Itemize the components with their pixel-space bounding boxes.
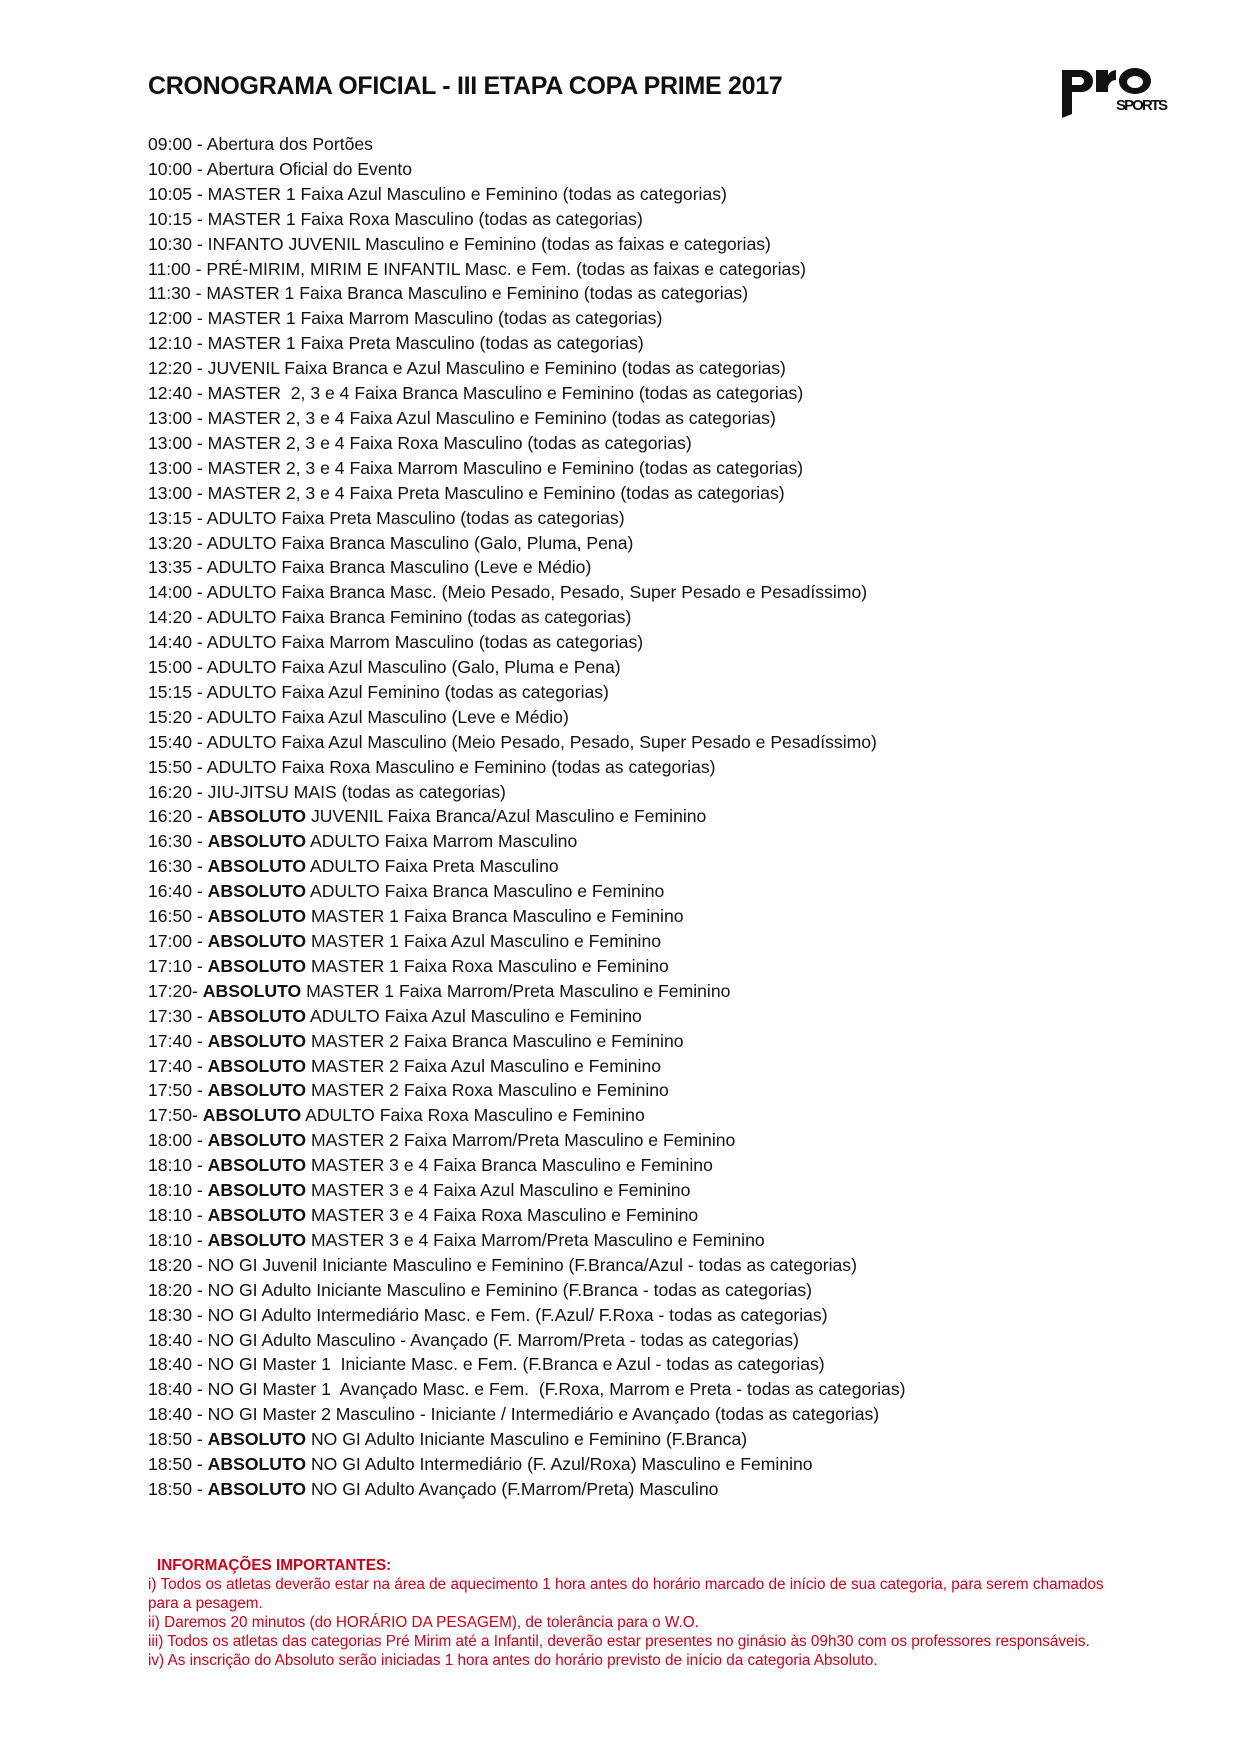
schedule-item <box>148 1153 906 1178</box>
schedule-item <box>148 331 906 356</box>
schedule-item <box>148 1228 906 1253</box>
schedule-list <box>148 132 906 1502</box>
schedule-item <box>148 1128 906 1153</box>
schedule-item <box>148 755 906 780</box>
schedule-item-rest: JUVENIL Faixa Branca e Azul Masculino e Feminino (todas as categorias) <box>207 358 786 379</box>
schedule-item <box>148 456 906 481</box>
schedule-item-rest: ADULTO Faixa Branca Masculino e Feminino <box>306 881 665 902</box>
schedule-item <box>148 406 906 431</box>
schedule-item <box>148 431 906 456</box>
schedule-item-rest: NO GI Adulto Iniciante Masculino e Feminino (F.Branca) <box>306 1429 748 1450</box>
schedule-item-prefix: 13:15 - <box>148 507 207 528</box>
schedule-item <box>148 157 906 182</box>
schedule-item-rest: ADULTO Faixa Preta Masculino <box>306 856 559 877</box>
schedule-item <box>148 780 906 805</box>
info-item: iv) As inscrição do Absoluto serão iniciadas 1 hora antes do horário previsto de início da categoria Absoluto. <box>148 1652 878 1669</box>
schedule-item <box>148 182 906 207</box>
schedule-item <box>148 1178 906 1203</box>
schedule-item <box>148 929 906 954</box>
schedule-item-prefix: 18:10 - <box>148 1155 208 1176</box>
schedule-item <box>148 1402 906 1427</box>
schedule-item-rest: ADULTO Faixa Azul Masculino (Leve e Médio) <box>206 706 569 727</box>
schedule-item <box>148 1054 906 1079</box>
schedule-item-prefix: 15:20 - <box>148 706 207 727</box>
schedule-item <box>148 531 906 556</box>
schedule-item <box>148 257 906 282</box>
schedule-item <box>148 555 906 580</box>
schedule-item-rest: MASTER 1 Faixa Azul Masculino e Feminino (todas as categorias) <box>207 183 727 204</box>
schedule-item <box>148 854 906 879</box>
schedule-item-bold: ABSOLUTO <box>207 1180 307 1201</box>
schedule-item-prefix: 18:20 - <box>148 1254 208 1275</box>
schedule-item-prefix: 14:00 - <box>148 582 207 603</box>
schedule-item-prefix: 17:20- <box>148 980 203 1001</box>
schedule-item-bold: ABSOLUTO <box>207 1005 307 1026</box>
schedule-item <box>148 281 906 306</box>
schedule-item-rest: MASTER 2 Faixa Roxa Masculino e Feminino <box>306 1080 669 1101</box>
schedule-item-bold: ABSOLUTO <box>207 881 307 902</box>
info-item: i) Todos os atletas deverão estar na área de aquecimento 1 hora antes do horário marcado de início de sua categoria, para serem chamados para a pesagem. <box>148 1576 1104 1612</box>
schedule-item-rest: MASTER 2 Faixa Branca Masculino e Feminino <box>306 1030 684 1051</box>
schedule-item-bold: ABSOLUTO <box>207 1229 307 1250</box>
schedule-item-bold: ABSOLUTO <box>207 1030 307 1051</box>
schedule-item-bold: ABSOLUTO <box>207 906 307 927</box>
page-title: CRONOGRAMA OFICIAL - III ETAPA COPA PRIME 2017 <box>148 72 783 100</box>
schedule-item-bold: ABSOLUTO <box>207 1155 307 1176</box>
schedule-item-prefix: 18:20 - <box>148 1279 208 1300</box>
schedule-item-prefix: 17:50- <box>148 1105 203 1126</box>
schedule-item-prefix: 18:50 - <box>148 1454 208 1475</box>
schedule-item <box>148 1103 906 1128</box>
pro-sports-logo <box>1060 60 1175 118</box>
schedule-item-rest: MASTER 1 Faixa Roxa Masculino (todas as categorias) <box>207 208 643 229</box>
schedule-item <box>148 481 906 506</box>
schedule-item-bold: ABSOLUTO <box>207 1429 307 1450</box>
schedule-item <box>148 1253 906 1278</box>
schedule-item-prefix: 18:40 - <box>148 1404 208 1425</box>
schedule-item-rest: MASTER 1 Faixa Roxa Masculino e Feminino <box>306 955 669 976</box>
schedule-item-prefix: 13:00 - <box>148 482 208 503</box>
schedule-item-prefix: 18:10 - <box>148 1204 208 1225</box>
info-item: iii) Todos os atletas das categorias Pré Mirim até a Infantil, deverão estar presentes no ginásio às 09h30 com os professores responsáveis. <box>148 1633 1090 1650</box>
schedule-item-rest: MASTER 1 Faixa Azul Masculino e Feminino <box>306 931 662 951</box>
schedule-item <box>148 904 906 929</box>
schedule-item <box>148 207 906 232</box>
schedule-item <box>148 1278 906 1303</box>
schedule-item-rest: MASTER 2 Faixa Marrom/Preta Masculino e Feminino <box>306 1130 736 1151</box>
schedule-item-prefix: 10:05 - <box>148 183 208 204</box>
schedule-item <box>148 1452 906 1477</box>
schedule-item-rest: NO GI Master 1 Iniciante Masc. e Fem. (F.Branca e Azul - todas as categorias) <box>207 1354 825 1375</box>
schedule-item-prefix: 16:20 - <box>148 806 208 827</box>
schedule-item-prefix: 10:15 - <box>148 208 208 229</box>
schedule-item <box>148 506 906 531</box>
schedule-item-bold: ABSOLUTO <box>207 1478 307 1499</box>
schedule-item <box>148 132 906 157</box>
schedule-item <box>148 306 906 331</box>
schedule-item-prefix: 10:00 - <box>148 158 207 179</box>
schedule-item-bold: ABSOLUTO <box>207 856 307 877</box>
schedule-item-rest: ADULTO Faixa Marrom Masculino <box>306 831 578 852</box>
schedule-item-rest: NO GI Master 2 Masculino - Iniciante / Intermediário e Avançado (todas as categorias) <box>207 1404 880 1425</box>
schedule-item <box>148 1377 906 1402</box>
schedule-item-prefix: 17:50 - <box>148 1080 208 1101</box>
schedule-item-rest: ADULTO Faixa Branca Masculino (Leve e Médio) <box>206 557 592 578</box>
schedule-item-prefix: 16:30 - <box>148 856 208 877</box>
schedule-item-rest: NO GI Juvenil Iniciante Masculino e Feminino (F.Branca/Azul - todas as categorias) <box>207 1254 857 1275</box>
schedule-item-prefix: 18:40 - <box>148 1379 208 1400</box>
schedule-item-prefix: 14:40 - <box>148 632 207 653</box>
schedule-item <box>148 630 906 655</box>
schedule-item-prefix: 11:00 - <box>148 258 207 279</box>
schedule-item-prefix: 12:20 - <box>148 358 208 379</box>
schedule-item-rest: MASTER 2, 3 e 4 Faixa Branca Masculino e Feminino (todas as categorias) <box>207 383 804 404</box>
schedule-item <box>148 1477 906 1502</box>
schedule-item-prefix: 17:40 - <box>148 1030 208 1051</box>
schedule-item-prefix: 16:20 - <box>148 781 208 802</box>
schedule-item-prefix: 18:50 - <box>148 1429 208 1450</box>
schedule-item-prefix: 13:20 - <box>148 532 207 553</box>
schedule-item-bold: ABSOLUTO <box>207 1080 307 1101</box>
schedule-item-rest: NO GI Adulto Masculino - Avançado (F. Marrom/Preta - todas as categorias) <box>207 1329 799 1350</box>
schedule-item-bold: ABSOLUTO <box>207 1130 307 1151</box>
schedule-item-rest: Abertura Oficial do Evento <box>206 158 413 179</box>
schedule-item <box>148 705 906 730</box>
schedule-item-rest: INFANTO JUVENIL Masculino e Feminino (todas as faixas e categorias) <box>207 233 771 254</box>
schedule-item <box>148 804 906 829</box>
schedule-item-rest: NO GI Adulto Intermediário Masc. e Fem. (F.Azul/ F.Roxa - todas as categorias) <box>207 1304 828 1325</box>
schedule-item-rest: MASTER 2, 3 e 4 Faixa Preta Masculino e Feminino (todas as categorias) <box>207 482 785 503</box>
schedule-item <box>148 1427 906 1452</box>
schedule-item <box>148 1029 906 1054</box>
schedule-item-rest: MASTER 3 e 4 Faixa Marrom/Preta Masculino e Feminino <box>306 1229 765 1250</box>
info-heading: INFORMAÇÕES IMPORTANTES: <box>157 1557 392 1574</box>
schedule-item-rest: MASTER 3 e 4 Faixa Roxa Masculino e Feminino <box>306 1204 699 1225</box>
schedule-item-rest: NO GI Adulto Avançado (F.Marrom/Preta) Masculino <box>306 1478 719 1499</box>
schedule-item-rest: MASTER 1 Faixa Preta Masculino (todas as categorias) <box>207 333 644 354</box>
schedule-item-rest: MASTER 1 Faixa Marrom Masculino (todas as categorias) <box>207 308 663 329</box>
schedule-item <box>148 1328 906 1353</box>
schedule-item-rest: JIU-JITSU MAIS (todas as categorias) <box>207 781 506 802</box>
schedule-item-rest: PRÉ-MIRIM, MIRIM E INFANTIL Masc. e Fem. (todas as faixas e categorias) <box>206 258 806 279</box>
schedule-item-rest: ADULTO Faixa Branca Masculino (Galo, Pluma, Pena) <box>206 532 634 553</box>
schedule-item-bold: ABSOLUTO <box>202 1105 302 1126</box>
schedule-item-bold: ABSOLUTO <box>207 1055 307 1076</box>
schedule-item-prefix: 18:40 - <box>148 1354 208 1375</box>
schedule-item-rest: NO GI Adulto Iniciante Masculino e Feminino (F.Branca - todas as categorias) <box>207 1279 813 1300</box>
schedule-item-rest: ADULTO Faixa Azul Masculino (Galo, Pluma e Pena) <box>206 657 621 678</box>
schedule-item-rest: MASTER 2 Faixa Azul Masculino e Feminino <box>306 1055 662 1076</box>
schedule-item <box>148 979 906 1004</box>
schedule-item-rest: ADULTO Faixa Preta Masculino (todas as categorias) <box>206 507 625 528</box>
schedule-item-prefix: 18:40 - <box>148 1329 208 1350</box>
schedule-item-bold: ABSOLUTO <box>207 1204 307 1225</box>
schedule-item-rest: Abertura dos Portões <box>206 134 373 154</box>
schedule-item-rest: MASTER 1 Faixa Marrom/Preta Masculino e Feminino <box>301 980 731 1001</box>
schedule-item-prefix: 17:00 - <box>148 931 208 951</box>
schedule-item <box>148 1352 906 1377</box>
schedule-item <box>148 680 906 705</box>
schedule-item-prefix: 15:50 - <box>148 756 207 777</box>
schedule-item-rest: ADULTO Faixa Branca Feminino (todas as categorias) <box>206 607 632 628</box>
schedule-item-rest: ADULTO Faixa Azul Feminino (todas as categorias) <box>206 681 609 702</box>
schedule-item-prefix: 13:35 - <box>148 557 207 578</box>
schedule-item-prefix: 15:00 - <box>148 657 207 678</box>
schedule-item-rest: MASTER 3 e 4 Faixa Branca Masculino e Feminino <box>306 1155 713 1176</box>
schedule-item-prefix: 14:20 - <box>148 607 207 628</box>
schedule-item-rest: ADULTO Faixa Branca Masc. (Meio Pesado, Pesado, Super Pesado e Pesadíssimo) <box>206 582 868 603</box>
schedule-item-bold: ABSOLUTO <box>207 1454 307 1475</box>
schedule-item-prefix: 12:00 - <box>148 308 208 329</box>
svg-text:SPORTS: SPORTS <box>1116 97 1168 114</box>
schedule-item-prefix: 18:30 - <box>148 1304 208 1325</box>
schedule-item-rest: ADULTO Faixa Marrom Masculino (todas as categorias) <box>206 632 644 653</box>
schedule-item <box>148 655 906 680</box>
schedule-item-prefix: 18:10 - <box>148 1180 208 1201</box>
schedule-item-rest: MASTER 2, 3 e 4 Faixa Marrom Masculino e Feminino (todas as categorias) <box>207 457 804 478</box>
schedule-item <box>148 1078 906 1103</box>
schedule-item-prefix: 12:10 - <box>148 333 208 354</box>
schedule-item-rest: MASTER 3 e 4 Faixa Azul Masculino e Feminino <box>306 1180 691 1201</box>
schedule-item <box>148 356 906 381</box>
schedule-item <box>148 580 906 605</box>
schedule-item <box>148 730 906 755</box>
info-item: ii) Daremos 20 minutos (do HORÁRIO DA PESAGEM), de tolerância para o W.O. <box>148 1614 699 1631</box>
schedule-item-prefix: 16:50 - <box>148 906 208 927</box>
schedule-item-prefix: 11:30 - <box>148 283 207 304</box>
schedule-item-rest: MASTER 1 Faixa Branca Masculino e Feminino <box>306 906 684 927</box>
schedule-item <box>148 381 906 406</box>
schedule-item-prefix: 13:00 - <box>148 407 208 428</box>
schedule-item-rest: NO GI Master 1 Avançado Masc. e Fem. (F.Roxa, Marrom e Preta - todas as categorias) <box>207 1379 906 1400</box>
schedule-item-bold: ABSOLUTO <box>207 931 307 951</box>
schedule-item-rest: MASTER 2, 3 e 4 Faixa Azul Masculino e Feminino (todas as categorias) <box>207 407 776 428</box>
schedule-item <box>148 879 906 904</box>
schedule-item-rest: NO GI Adulto Intermediário (F. Azul/Roxa) Masculino e Feminino <box>306 1454 813 1475</box>
schedule-item-prefix: 18:50 - <box>148 1478 208 1499</box>
schedule-item-prefix: 12:40 - <box>148 383 208 404</box>
schedule-item <box>148 1203 906 1228</box>
schedule-item-rest: MASTER 1 Faixa Branca Masculino e Feminino (todas as categorias) <box>206 283 749 304</box>
schedule-item-prefix: 13:00 - <box>148 432 208 453</box>
schedule-item-rest: ADULTO Faixa Roxa Masculino e Feminino (todas as categorias) <box>206 756 716 777</box>
schedule-item-prefix: 17:10 - <box>148 955 208 976</box>
schedule-item-bold: ABSOLUTO <box>207 955 307 976</box>
schedule-item-prefix: 15:40 - <box>148 731 207 752</box>
schedule-item <box>148 1303 906 1328</box>
schedule-item <box>148 829 906 854</box>
schedule-item-prefix: 15:15 - <box>148 681 207 702</box>
schedule-item <box>148 605 906 630</box>
schedule-item-prefix: 17:30 - <box>148 1005 208 1026</box>
schedule-item-rest: MASTER 2, 3 e 4 Faixa Roxa Masculino (todas as categorias) <box>207 432 692 453</box>
schedule-item-bold: ABSOLUTO <box>207 831 307 852</box>
schedule-item-prefix: 17:40 - <box>148 1055 208 1076</box>
schedule-item-rest: ADULTO Faixa Roxa Masculino e Feminino <box>301 1105 645 1126</box>
schedule-item-prefix: 13:00 - <box>148 457 208 478</box>
schedule-item-prefix: 16:40 - <box>148 881 208 902</box>
schedule-item-bold: ABSOLUTO <box>202 980 302 1001</box>
schedule-item-prefix: 18:00 - <box>148 1130 208 1151</box>
schedule-item <box>148 954 906 979</box>
schedule-item-prefix: 18:10 - <box>148 1229 208 1250</box>
schedule-item-rest: JUVENIL Faixa Branca/Azul Masculino e Feminino <box>306 806 707 827</box>
important-info <box>148 1556 1138 1670</box>
schedule-item-rest: ADULTO Faixa Azul Masculino e Feminino <box>306 1005 642 1026</box>
schedule-item-rest: ADULTO Faixa Azul Masculino (Meio Pesado, Pesado, Super Pesado e Pesadíssimo) <box>206 731 877 752</box>
schedule-item-prefix: 16:30 - <box>148 831 208 852</box>
schedule-item-prefix: 10:30 - <box>148 233 208 254</box>
schedule-item <box>148 1004 906 1029</box>
schedule-item-prefix: 09:00 - <box>148 134 207 154</box>
schedule-item-bold: ABSOLUTO <box>207 806 307 827</box>
schedule-item <box>148 232 906 257</box>
